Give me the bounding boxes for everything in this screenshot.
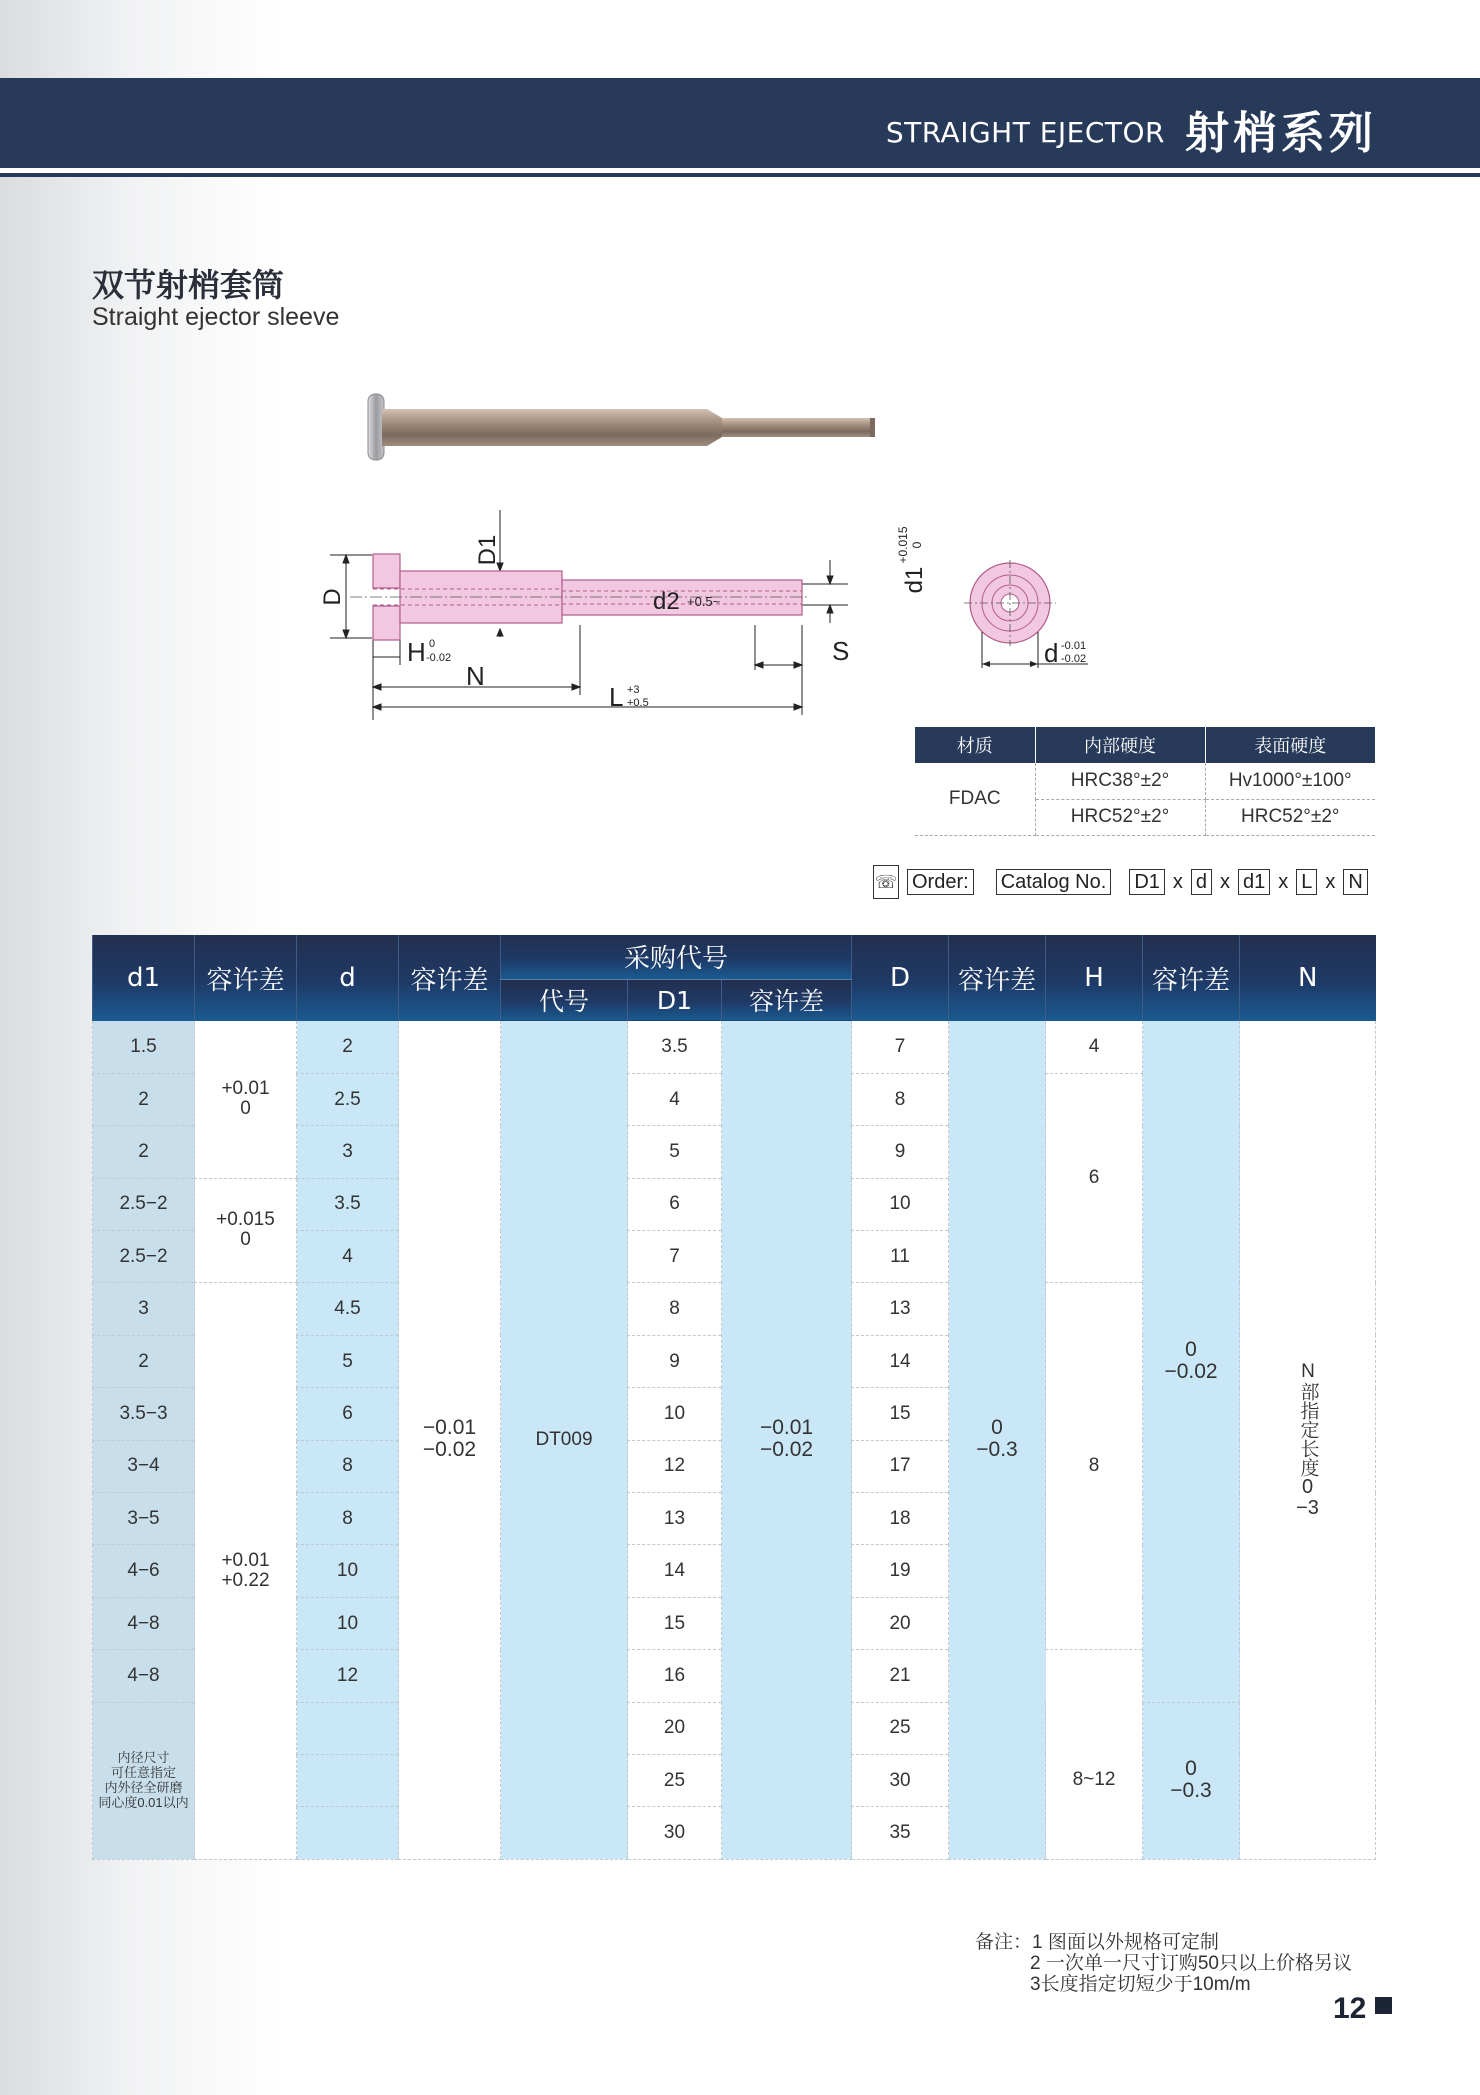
cell-D: 30 [852,1754,949,1806]
cell-D1: 4 [628,1073,722,1125]
col-header-H: H [1046,935,1143,1021]
label-L: L [609,682,624,712]
cell-D: 25 [852,1702,949,1754]
cell-d: 2 [297,1021,399,1073]
cell-D1: 7 [628,1231,722,1283]
cell-d [297,1702,399,1754]
col-header-tol: 容许差 [722,979,852,1021]
cell-d [297,1807,399,1859]
order-field-L: L [1296,869,1317,895]
cell-d1: 2 [93,1073,195,1125]
cell-d1-tol: +0.01 0 [195,1021,297,1178]
section-title-cn: 双节射梢套筒 [92,266,285,304]
label-L-tol-lower: +0.5 [627,697,649,709]
technical-drawing [310,505,928,720]
cell-d: 12 [297,1650,399,1702]
mat-header: 材质 [915,727,1035,763]
header-title-en: STRAIGHT EJECTOR [885,116,1165,149]
label-d: d [1044,638,1059,668]
cell-D: 7 [852,1021,949,1073]
cell-d1-tol: +0.015 0 [195,1178,297,1283]
order-field-N: N [1343,869,1367,895]
cell-D1-tol: −0.01 −0.02 [722,1021,852,1859]
cell-d1: 1.5 [93,1021,195,1073]
catalog-box: Catalog No. [996,869,1112,895]
cell-D1: 20 [628,1702,722,1754]
cell-D: 20 [852,1597,949,1649]
cell-D: 13 [852,1283,949,1335]
label-d1-tol-lower: 0 [910,541,924,549]
cell-D: 9 [852,1126,949,1178]
cell-D: 10 [852,1178,949,1230]
label-S: S [832,636,850,666]
cell-H-tol: 0 −0.3 [1143,1702,1240,1859]
remarks [975,1933,1352,1996]
col-header-d: d [297,935,399,1021]
mat-inner-hardness: HRC52°±2° [1035,799,1205,835]
cell-d1-note: 内径尺寸 可任意指定 内外径全研磨 同心度0.01以内 [93,1702,195,1859]
cell-d: 3.5 [297,1178,399,1230]
cell-d: 10 [297,1597,399,1649]
cell-d1-tol: +0.01 +0.22 [195,1283,297,1859]
col-header-D: D [852,935,949,1021]
cell-H: 4 [1046,1021,1143,1073]
cell-d: 4 [297,1231,399,1283]
mat-surface-hardness: Hv1000°±100° [1205,763,1375,799]
cell-D-tol: 0 −0.3 [949,1021,1046,1859]
cell-d1: 2 [93,1335,195,1387]
cell-code: DT009 [501,1021,628,1859]
cell-d1: 3.5−3 [93,1388,195,1440]
page-number: 12 [1333,1992,1367,2025]
cell-D: 21 [852,1650,949,1702]
order-line [873,865,1368,899]
mat-inner-hardness: HRC38°±2° [1035,763,1205,799]
label-H-tol-upper: 0 [429,638,436,650]
label-d2: d2 [653,588,680,615]
col-header-tol: 容许差 [1143,935,1240,1021]
remark-item: 1 图面以外规格可定制 [1032,1932,1219,1953]
cell-D: 17 [852,1440,949,1492]
cell-D1: 15 [628,1597,722,1649]
remarks-label: 备注： [975,1932,1033,1953]
order-label: Order: [907,869,974,895]
col-header-N: N [1240,935,1376,1021]
col-header-tol: 容许差 [195,935,297,1021]
label-L-tol-upper: +3 [627,684,640,696]
end-view-drawing [960,560,1100,675]
cell-d1: 2 [93,1126,195,1178]
label-H: H [407,637,426,667]
cell-d: 6 [297,1388,399,1440]
cell-H-tol: 0 −0.02 [1143,1021,1240,1702]
order-sep: x [1172,870,1183,893]
cell-d: 3 [297,1126,399,1178]
label-D1: D1 [474,534,501,566]
mat-surface-hardness: HRC52°±2° [1205,799,1375,835]
cell-D1: 16 [628,1650,722,1702]
label-D: D [319,588,346,606]
order-field-d1: d1 [1238,869,1270,895]
order-sep: x [1325,870,1336,893]
cell-D1: 8 [628,1283,722,1335]
order-field-D1: D1 [1129,869,1165,895]
remark-item: 3长度指定切短少于10m/m [1030,1973,1251,1995]
header-title-cn: 射梢系列 [1185,108,1377,159]
label-d-tol-upper: -0.01 [1061,640,1087,652]
label-N: N [466,661,485,691]
cell-D1: 10 [628,1388,722,1440]
table-row [93,1021,1376,1073]
cell-d1: 3 [93,1283,195,1335]
col-header-d1: d1 [93,935,195,1021]
cell-d1: 3−5 [93,1493,195,1545]
cell-N-note: N部指定长度 [1297,1360,1319,1477]
page-number-square [1375,1997,1392,2014]
cell-d1: 4−8 [93,1597,195,1649]
label-d2-tol: +0.5~ [687,594,721,609]
section-title-en: Straight ejector sleeve [92,303,340,331]
product-photo [360,390,880,465]
cell-D1: 9 [628,1335,722,1387]
label-d1: d1 [901,566,928,594]
col-header-group: 采购代号 [501,935,852,979]
cell-D1: 13 [628,1493,722,1545]
order-sep: x [1220,870,1231,893]
cell-d: 10 [297,1545,399,1597]
cell-D1: 14 [628,1545,722,1597]
cell-H: 6 [1046,1073,1143,1283]
cell-N: N部指定长度 0 −3 [1240,1021,1376,1859]
cell-d1: 3−4 [93,1440,195,1492]
order-field-d: d [1191,869,1212,895]
cell-D1: 12 [628,1440,722,1492]
label-H-tol-lower: -0.02 [426,652,452,664]
phone-icon: ☏ [873,865,899,899]
cell-d1: 2.5−2 [93,1231,195,1283]
cell-D: 19 [852,1545,949,1597]
label-d-tol-lower: -0.02 [1061,653,1087,665]
col-header-code: 代号 [501,979,628,1021]
mat-header: 表面硬度 [1205,727,1375,763]
cell-d: 2.5 [297,1073,399,1125]
cell-d1: 4−6 [93,1545,195,1597]
material-table [915,727,1375,836]
mat-material: FDAC [915,763,1035,835]
cell-d: 5 [297,1335,399,1387]
cell-D: 35 [852,1807,949,1859]
cell-D1: 5 [628,1126,722,1178]
cell-D1: 3.5 [628,1021,722,1073]
cell-D1: 6 [628,1178,722,1230]
cell-D: 8 [852,1073,949,1125]
label-d1-tol-upper: +0.015 [896,526,910,564]
cell-d-tol: −0.01 −0.02 [399,1021,501,1859]
col-header-tol: 容许差 [949,935,1046,1021]
cell-D: 14 [852,1335,949,1387]
cell-d [297,1754,399,1806]
cell-d: 8 [297,1493,399,1545]
order-sep: x [1278,870,1289,893]
cell-D1: 25 [628,1754,722,1806]
remark-item: 2 一次单一尺寸订购50只以上价格另议 [1030,1952,1352,1974]
cell-D1: 30 [628,1807,722,1859]
cell-H: 8 [1046,1283,1143,1650]
cell-d: 8 [297,1440,399,1492]
mat-header: 内部硬度 [1035,727,1205,763]
cell-H: 8~12 [1046,1702,1143,1859]
col-header-tol: 容许差 [399,935,501,1021]
cell-D: 18 [852,1493,949,1545]
cell-d: 4.5 [297,1283,399,1335]
header-divider [0,173,1480,177]
col-header-D1: D1 [628,979,722,1021]
cell-D: 15 [852,1388,949,1440]
cell-d1: 2.5−2 [93,1178,195,1230]
cell-D: 11 [852,1231,949,1283]
spec-table [92,935,1376,1860]
cell-d1: 4−8 [93,1650,195,1702]
